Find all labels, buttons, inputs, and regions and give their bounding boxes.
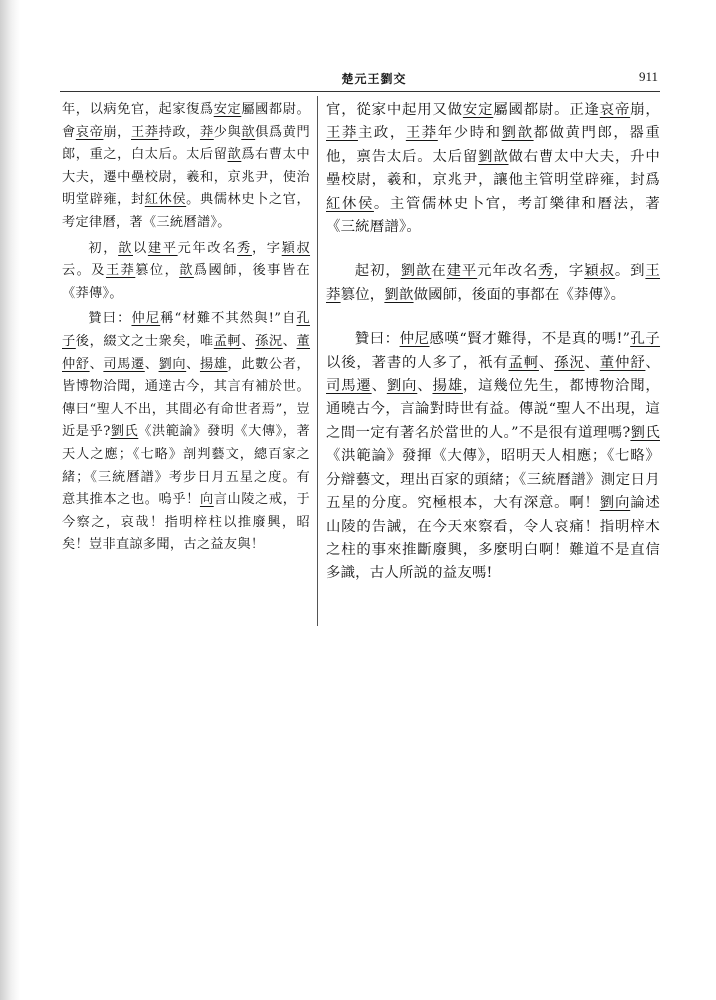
text-run: 、 xyxy=(371,378,387,395)
proper-name: 王莽 xyxy=(326,125,358,142)
proper-name: 董仲舒 xyxy=(62,333,310,372)
text-run: 做右曹太中大夫，升中壘校尉，羲和，京兆尹，讓他主管明堂辟雍，封爲 xyxy=(326,148,660,189)
text-run: 俱爲黄門郎，重之，白太后。太后留 xyxy=(62,124,310,163)
text-run: 持政， xyxy=(158,124,200,140)
text-run: 屬國都尉。正逢 xyxy=(493,102,600,118)
proper-name: 劉氏 xyxy=(630,424,660,441)
text-run: 元年改名 xyxy=(177,240,238,256)
text-run: 、 xyxy=(417,378,433,395)
text-run: 年少時和 xyxy=(437,125,502,142)
proper-name: 仲尼 xyxy=(399,331,430,348)
proper-name: 孫況 xyxy=(255,333,283,349)
text-run: 屬國都尉。會 xyxy=(62,102,310,140)
chapter-title: 楚元王劉交 xyxy=(341,72,407,86)
proper-name: 哀帝 xyxy=(599,102,631,118)
proper-name: 建平 xyxy=(147,240,178,256)
text-run: 都做黄門郎，器重他，禀告太后。太后留 xyxy=(326,125,660,165)
proper-name: 安定 xyxy=(213,102,242,117)
text-run: 篡位， xyxy=(135,263,180,279)
proper-name: 安定 xyxy=(462,102,494,118)
proper-name: 歆 xyxy=(179,263,194,279)
text-run: 、 xyxy=(241,333,256,349)
proper-name: 孔子 xyxy=(62,311,310,349)
proper-name: 劉向 xyxy=(386,378,418,395)
header-rule xyxy=(60,91,660,92)
paragraph xyxy=(62,99,310,235)
text-run: ，字 xyxy=(553,263,585,280)
text-run: 元年改名 xyxy=(477,263,539,280)
text-run: 、 xyxy=(584,354,600,371)
proper-name: 孟軻 xyxy=(508,354,539,371)
text-run: 初， xyxy=(88,240,119,256)
proper-name: 仲尼 xyxy=(131,311,161,327)
proper-name: 劉向 xyxy=(158,356,187,372)
text-run: 感嘆“賢才難得，不是真的嗎!” xyxy=(429,331,631,348)
running-header xyxy=(60,66,660,90)
text-run: 、 xyxy=(144,356,159,372)
page-number: 911 xyxy=(638,69,658,84)
text-run: 言山陵之戒，于今察之，哀哉！指明梓柱以推廢興，昭矣！豈非直諒多聞，古之益友與！ xyxy=(62,492,310,553)
proper-name: 王莽 xyxy=(105,263,136,279)
proper-name: 劉氏 xyxy=(110,424,139,440)
text-run: 《洪範論》發明《大傳》，著天人之應；《七略》剖判藝文，總百家之緒；《三統曆譜》考步日月五星之度。有意其推本之也。嗚乎！ xyxy=(62,424,310,508)
text-run: 官，從家中起用又做 xyxy=(326,102,463,118)
text-run: 爲右曹太中大夫，遷中壘校尉，羲和，京兆尹，使治明堂辟雍，封 xyxy=(62,147,310,208)
text-run: 。到 xyxy=(614,263,646,280)
proper-name: 王莽 xyxy=(326,263,661,303)
paragraph xyxy=(326,260,660,307)
paragraph xyxy=(326,99,660,239)
proper-name: 劉歆 xyxy=(384,286,414,303)
text-run: 崩， xyxy=(630,102,660,118)
scan-gutter-shadow xyxy=(0,0,20,1000)
proper-name: 王莽 xyxy=(130,124,159,140)
proper-name: 孔子 xyxy=(630,331,661,348)
proper-name: 劉向 xyxy=(599,495,631,512)
proper-name: 董仲舒 xyxy=(599,354,646,371)
proper-name: 紅休侯 xyxy=(326,195,374,212)
proper-name: 建平 xyxy=(446,263,478,280)
text-run: 主政， xyxy=(357,125,406,142)
proper-name: 歆 xyxy=(241,124,256,140)
proper-name: 孫況 xyxy=(554,354,585,371)
paragraph xyxy=(62,238,310,306)
column-divider xyxy=(317,96,318,626)
text-run: 以後，著書的人多了，衹有 xyxy=(326,354,509,371)
text-run: ，這幾位先生，都博物洽聞，通曉古今，言論對時世有益。傳説“聖人不出現，這之間一定有著名於當世的人。”不是很有道理嗎? xyxy=(326,378,660,441)
proper-name: 劉歆 xyxy=(400,263,432,280)
text-run: 論述山陵的告誡，在今天來察看，令人哀痛！指明梓木之柱的事來推斷廢興，多麼明白啊！難道不是直信多識，古人所説的益友嗎! xyxy=(326,495,660,582)
text-run: 在 xyxy=(431,263,447,280)
text-run: 少與 xyxy=(213,124,242,140)
proper-name: 秀 xyxy=(538,263,554,280)
text-run: 、 xyxy=(645,354,660,371)
text-run: 《洪範論》發揮《大傳》，昭明天人相應；《七略》分辯藝文，理出百家的頭緒；《三統曆譜》測定日月五星的分度。究極根本，大有深意。啊！ xyxy=(326,448,660,512)
text-run: 稱“材難不其然與!”自 xyxy=(160,311,297,327)
proper-name: 紅休侯 xyxy=(144,192,187,208)
proper-name: 司馬遷 xyxy=(103,356,145,372)
text-run: 贊曰： xyxy=(354,331,400,348)
text-run: 後，綴文之士衆矣，唯 xyxy=(75,333,214,349)
proper-name: 莽 xyxy=(199,124,214,140)
text-run: 。主管儒林史卜官，考訂樂律和曆法，著《三統曆譜》。 xyxy=(326,195,660,236)
text-run: 做國師，後面的事都在《莽傳》。 xyxy=(413,286,626,303)
text-run: 、 xyxy=(186,356,200,372)
proper-name: 揚雄 xyxy=(432,378,463,395)
proper-name: 歆 xyxy=(227,147,242,163)
proper-name: 穎叔 xyxy=(281,240,311,256)
text-run: 崩， xyxy=(103,124,131,140)
proper-name: 哀帝 xyxy=(75,124,104,140)
text-run: 起初， xyxy=(354,263,401,280)
text-run: 篡位， xyxy=(340,286,385,303)
text-run: 。典儒林史卜之官，考定律曆，著《三統曆譜》。 xyxy=(62,192,310,230)
proper-name: 歆 xyxy=(118,240,133,256)
text-run: ，字 xyxy=(251,240,282,256)
text-run: 贊曰： xyxy=(88,311,132,327)
text-run: 爲國師，後事皆在《莽傳》。 xyxy=(62,263,310,301)
text-run: 、 xyxy=(538,354,555,371)
proper-name: 王莽 xyxy=(405,125,438,142)
text-run: ，此數公者，皆博物洽聞，通達古今，其言有補於世。傳曰“聖人不出，其間必有命世者焉”，豈近是乎? xyxy=(62,356,310,440)
proper-name: 揚雄 xyxy=(199,356,228,372)
classical-text-column xyxy=(62,99,310,557)
text-run: 云。及 xyxy=(62,263,106,279)
text-run: 年，以病免官，起家復爲 xyxy=(62,102,214,117)
proper-name: 劉歆 xyxy=(501,125,534,142)
text-run: 以 xyxy=(133,240,148,256)
text-run: 、 xyxy=(89,356,104,372)
proper-name: 孟軻 xyxy=(213,333,242,349)
proper-name: 司馬遷 xyxy=(326,378,372,395)
proper-name: 秀 xyxy=(237,240,252,256)
text-run: 、 xyxy=(282,333,297,349)
proper-name: 劉歆 xyxy=(478,148,509,165)
paragraph xyxy=(62,308,310,557)
paragraph xyxy=(326,328,660,585)
translation-column xyxy=(326,99,660,586)
proper-name: 向 xyxy=(199,492,214,508)
proper-name: 穎叔 xyxy=(584,263,615,280)
